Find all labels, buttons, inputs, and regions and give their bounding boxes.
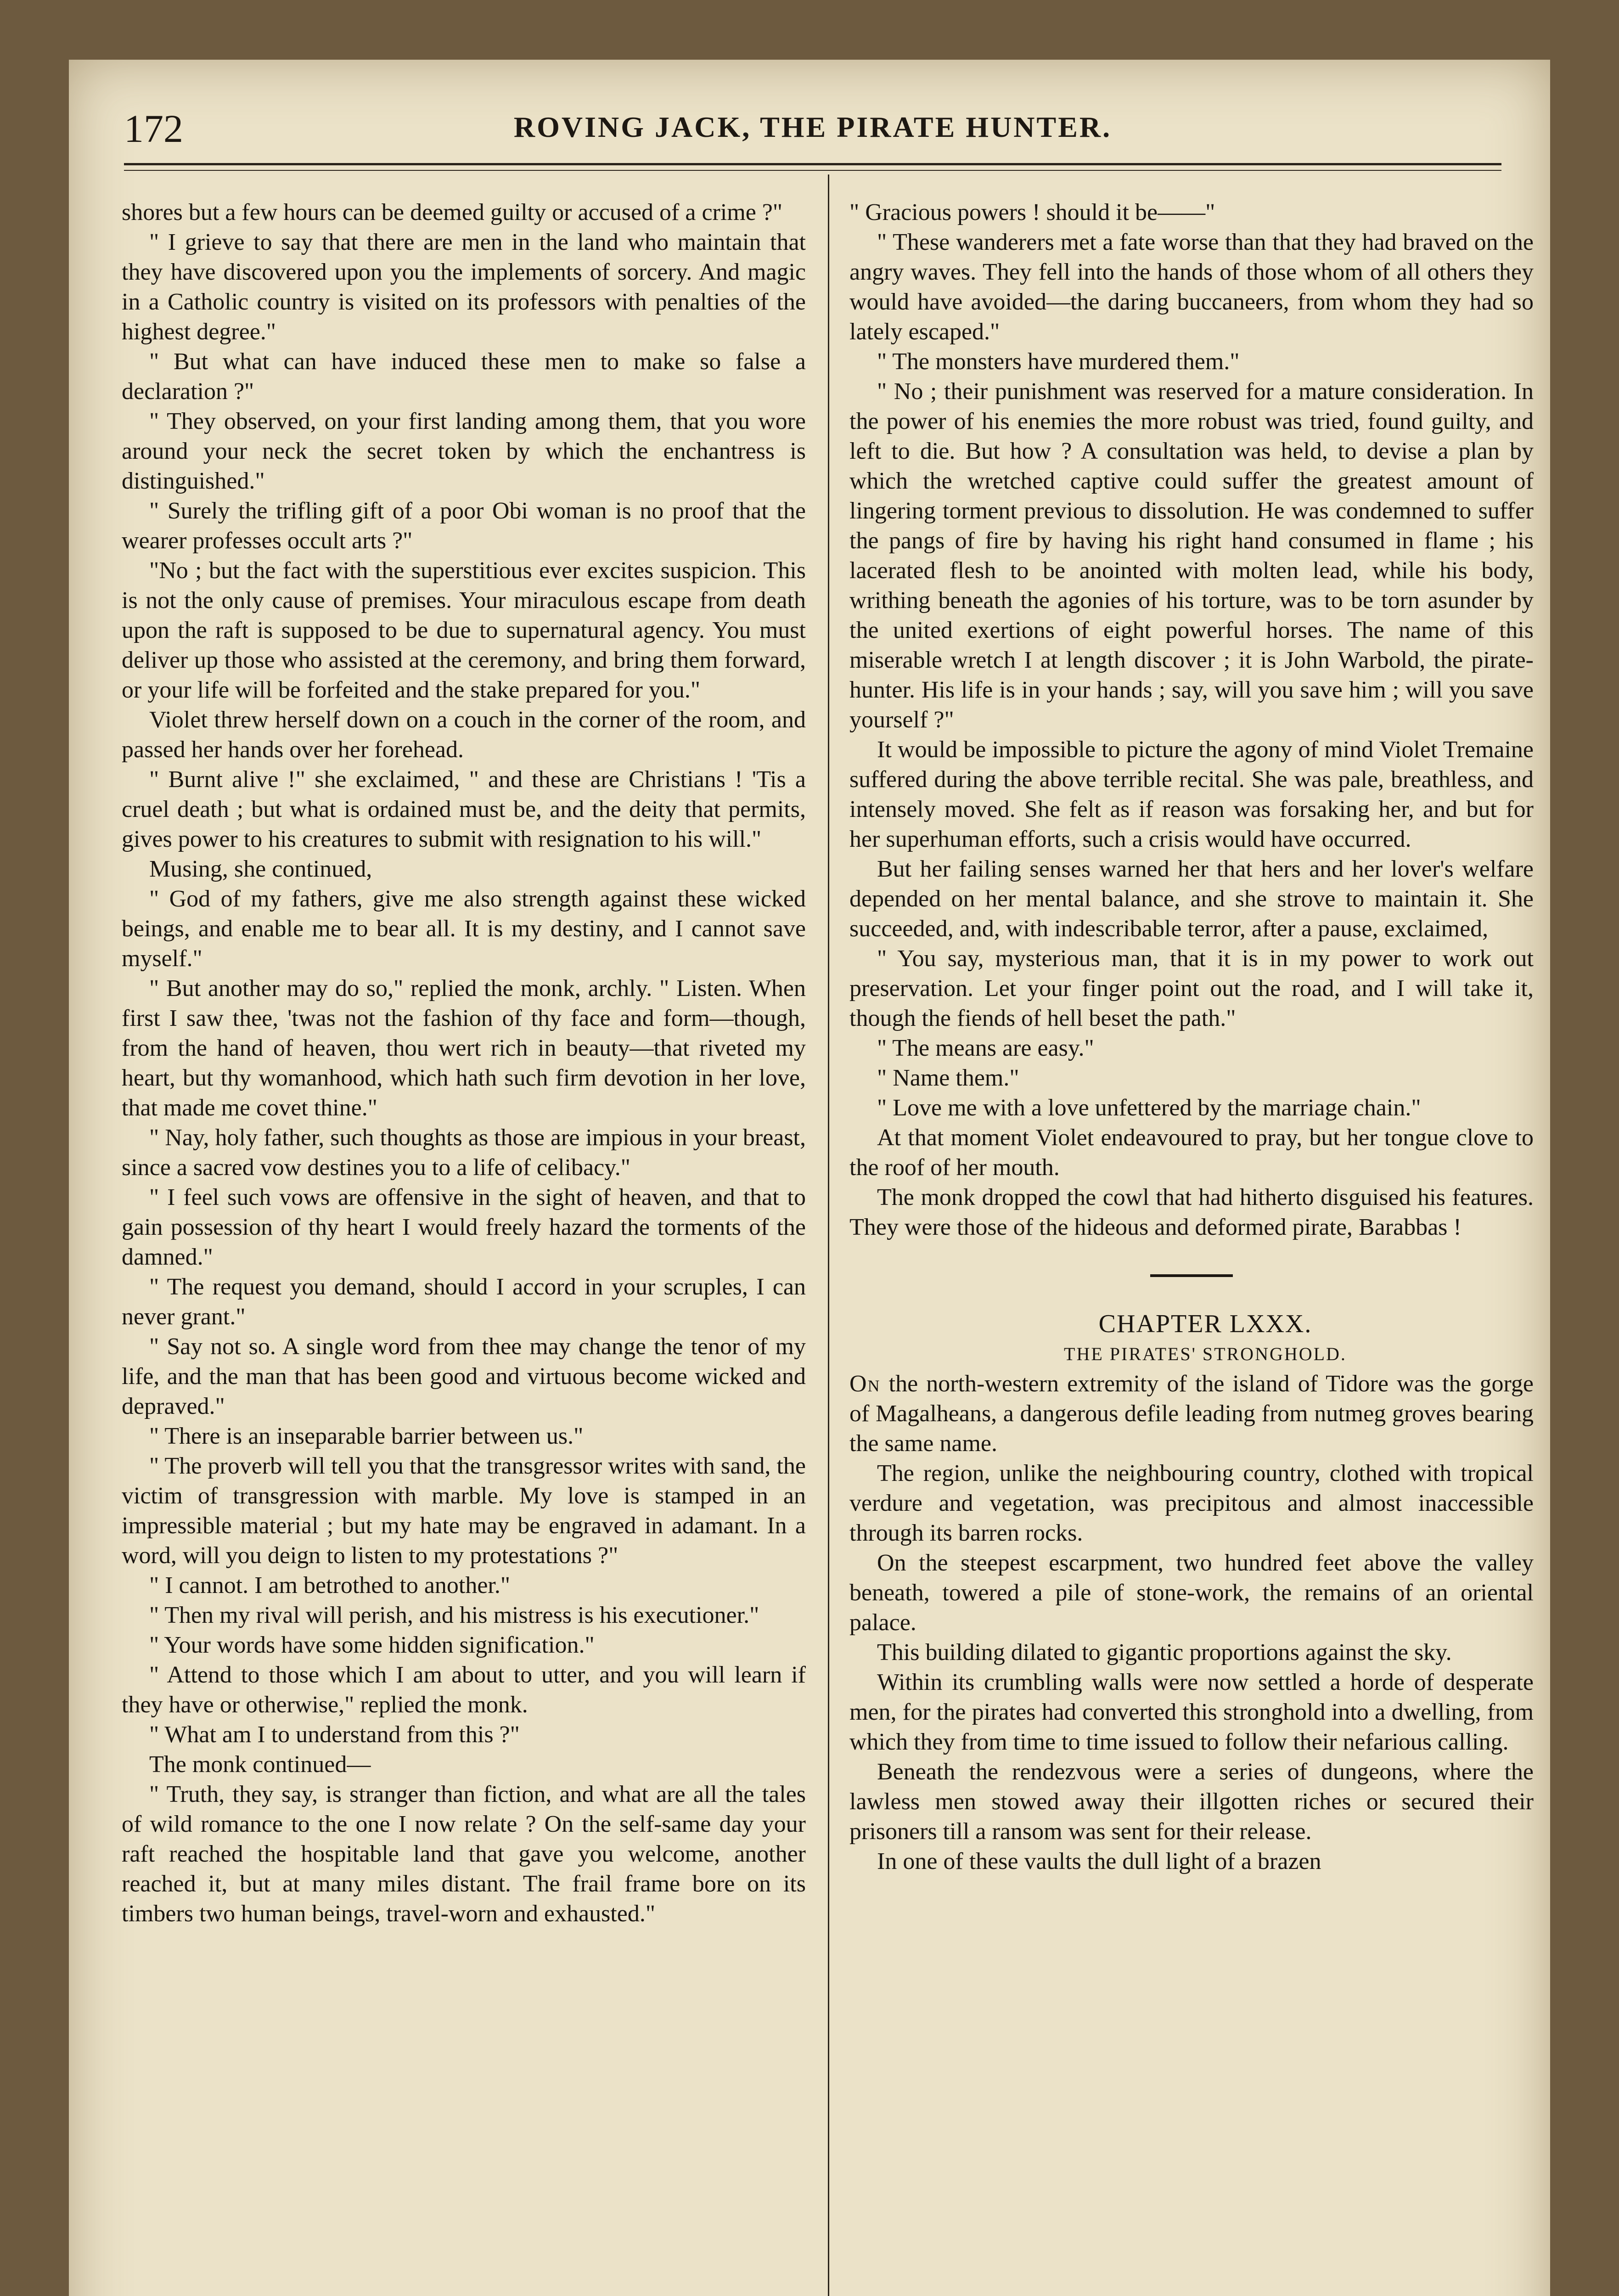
paragraph: " Nay, holy father, such thoughts as those are impious in your breast, since a sacred vow destines you to a life of celibacy." — [122, 1125, 806, 1181]
opening-text: the north-western extremity of the island of Tidore was the gorge of Magalheans, a dangerous defile leading from nutmeg groves bearing the same name. — [849, 1371, 1534, 1457]
paragraph: The monk continued— — [149, 1751, 371, 1778]
paragraph: " The monsters have murdered them." — [877, 349, 1240, 375]
paragraph: " They observed, on your first landing among them, that you wore around your neck the secret token by which the enchantress is distinguished." — [122, 408, 806, 494]
paragraph: " Surely the trifling gift of a poor Obi woman is no proof that the wearer professes occult arts ?" — [122, 498, 806, 554]
paragraph: In one of these vaults the dull light of a brazen — [877, 1848, 1321, 1874]
paragraph: shores but a few hours can be deemed guilty or accused of a crime ?" — [122, 199, 783, 225]
paragraph: " Gracious powers ! should it be——" — [849, 199, 1215, 225]
running-title: ROVING JACK, THE PIRATE HUNTER. — [513, 111, 1112, 143]
paragraph: " These wanderers met a fate worse than that they had braved on the angry waves. They fell into the hands of those whom of all others they would have avoided—the daring buccaneers, from whom they had so lately escaped." — [849, 229, 1534, 345]
paragraph: " But what can have induced these men to make so false a declaration ?" — [122, 349, 806, 405]
paragraph: " I feel such vows are offensive in the sight of heaven, and that to gain possession of thy heart I would freely hazard the torments of the damned." — [122, 1184, 806, 1270]
paragraph: " Then my rival will perish, and his mistress is his executioner." — [149, 1602, 759, 1628]
paragraph: " No ; their punishment was reserved for a mature consideration. In the power of his enemies the more robust was tried, found guilty, and left to die. But how ? A consultation was held, to devise a plan by which the wretched captive could suffer the greatest amount of lingering torment previous to dissolution. He was condemned to suffer the pangs of fire by having his right hand consumed in flame ; his lacerated flesh to be anointed with molten lead, while his body, writhing beneath the agonies of his torture, was to be torn asunder by the united exertions of eight powerful horses. The name of this miserable wretch I at length discover ; it is John Warbold, the pirate-hunter. His life is in your hands ; say, will you save him ; will you save yourself ?" — [849, 378, 1534, 733]
paragraph: " God of my fathers, give me also strength against these wicked beings, and enable me to bear all. It is my destiny, and I cannot save myself." — [122, 886, 806, 972]
running-head — [124, 106, 1501, 156]
paragraph: On the steepest escarpment, two hundred feet above the valley beneath, towered a pile of stone-work, the remains of an oriental palace. — [849, 1550, 1534, 1636]
paragraph: This building dilated to gigantic proportions against the sky. — [877, 1639, 1452, 1666]
printed-page — [69, 60, 1550, 2296]
right-column — [849, 197, 1534, 2296]
paragraph: " There is an inseparable barrier between us." — [149, 1423, 584, 1449]
paragraph: The monk dropped the cowl that had hitherto disguised his features. They were those of the hideous and deformed pirate, Barabbas ! — [849, 1184, 1534, 1240]
paragraph: " Say not so. A single word from thee may change the tenor of my life, and the man that has been good and virtuous become wicked and depraved." — [122, 1334, 806, 1419]
column-divider — [828, 174, 829, 2296]
paragraph: "No ; but the fact with the superstitious ever excites suspicion. This is not the only cause of premises. Your miraculous escape from death upon the raft is supposed to be due to supernatural agency. You must deliver up those who assisted at the ceremony, and bring them forward, or your life will be forfeited and the stake prepared for you." — [122, 557, 806, 703]
paragraph: " I cannot. I am betrothed to another." — [149, 1572, 511, 1598]
header-rule — [124, 163, 1501, 165]
paragraph: " Your words have some hidden signification." — [149, 1632, 595, 1658]
paragraph: It would be impossible to picture the agony of mind Violet Tremaine suffered during the above terrible recital. She was pale, breathless, and intensely moved. She felt as if reason was forsaking her, and but for her superhuman efforts, such a crisis would have occurred. — [849, 737, 1534, 852]
paragraph: " Name them." — [877, 1065, 1019, 1091]
paragraph: " Love me with a love unfettered by the marriage chain." — [877, 1095, 1421, 1121]
paragraph: " The means are easy." — [877, 1035, 1094, 1061]
paragraph: The region, unlike the neighbouring country, clothed with tropical verdure and vegetation, was precipitous and almost inaccessible through its barren rocks. — [849, 1460, 1534, 1546]
paragraph: Within its crumbling walls were now settled a horde of desperate men, for the pirates had converted this stronghold into a dwelling, from which they from time to time issued to follow their nefarious calling. — [849, 1669, 1534, 1755]
paragraph: " You say, mysterious man, that it is in my power to work out preservation. Let your finger point out the road, and I will take it, though the fiends of hell beset the path." — [849, 945, 1534, 1031]
chapter-opening-paragraph — [849, 1369, 1534, 1458]
chapter-subtitle: THE PIRATES' STRONGHOLD. — [1064, 1344, 1347, 1364]
paragraph: " The request you demand, should I accord in your scruples, I can never grant." — [122, 1274, 806, 1330]
paragraph: Violet threw herself down on a couch in the corner of the room, and passed her hands over her forehead. — [122, 707, 806, 763]
paragraph: " I grieve to say that there are men in the land who maintain that they have discovered upon you the implements of sorcery. And magic in a Catholic country is visited on its professors with penalties of the highest degree." — [122, 229, 806, 345]
section-separator — [1150, 1274, 1233, 1277]
chapter-title: CHAPTER LXXX. — [1098, 1310, 1312, 1338]
paragraph: " The proverb will tell you that the transgressor writes with sand, the victim of transgression with marble. My love is stamped in an impressible material ; but my hate may be engraved in adamant. In a word, will you deign to listen to my protestations ?" — [122, 1453, 806, 1569]
paragraph: " Burnt alive !" she exclaimed, " and these are Christians ! 'Tis a cruel death ; but what is ordained must be, and the deity that permits, gives power to his creatures to submit with resignation to his will." — [122, 766, 806, 852]
page-number: 172 — [124, 107, 183, 151]
header-rule-thin — [124, 170, 1501, 171]
paragraph: Musing, she continued, — [149, 856, 372, 882]
opening-word: On — [849, 1371, 881, 1397]
paragraph: At that moment Violet endeavoured to pray, but her tongue clove to the roof of her mouth. — [849, 1125, 1534, 1181]
paragraph: Beneath the rendezvous were a series of dungeons, where the lawless men stowed away their illgotten riches or secured their prisoners till a ransom was sent for their release. — [849, 1759, 1534, 1845]
paragraph: But her failing senses warned her that hers and her lover's welfare depended on her mental balance, and she strove to maintain it. She succeeded, and, with indescribable terror, after a pause, exclaimed, — [849, 856, 1534, 942]
left-column — [122, 197, 806, 2296]
paragraph: " What am I to understand from this ?" — [149, 1722, 520, 1748]
paragraph: " Attend to those which I am about to utter, and you will learn if they have or otherwise," replied the monk. — [122, 1662, 806, 1718]
paragraph: " Truth, they say, is stranger than fiction, and what are all the tales of wild romance to the one I now relate ? On the self-same day your raft reached the hospitable land that gave you welcome, another reached it, but at many miles distant. The frail frame bore on its timbers two human beings, travel-worn and exhausted." — [122, 1781, 806, 1927]
paragraph: " But another may do so," replied the monk, archly. " Listen. When first I saw thee, 'twas not the fashion of thy face and form—though, from the hand of heaven, thou wert rich in beauty—that riveted my heart, but thy womanhood, which hath such firm devotion in her love, that made me covet thine." — [122, 975, 806, 1121]
